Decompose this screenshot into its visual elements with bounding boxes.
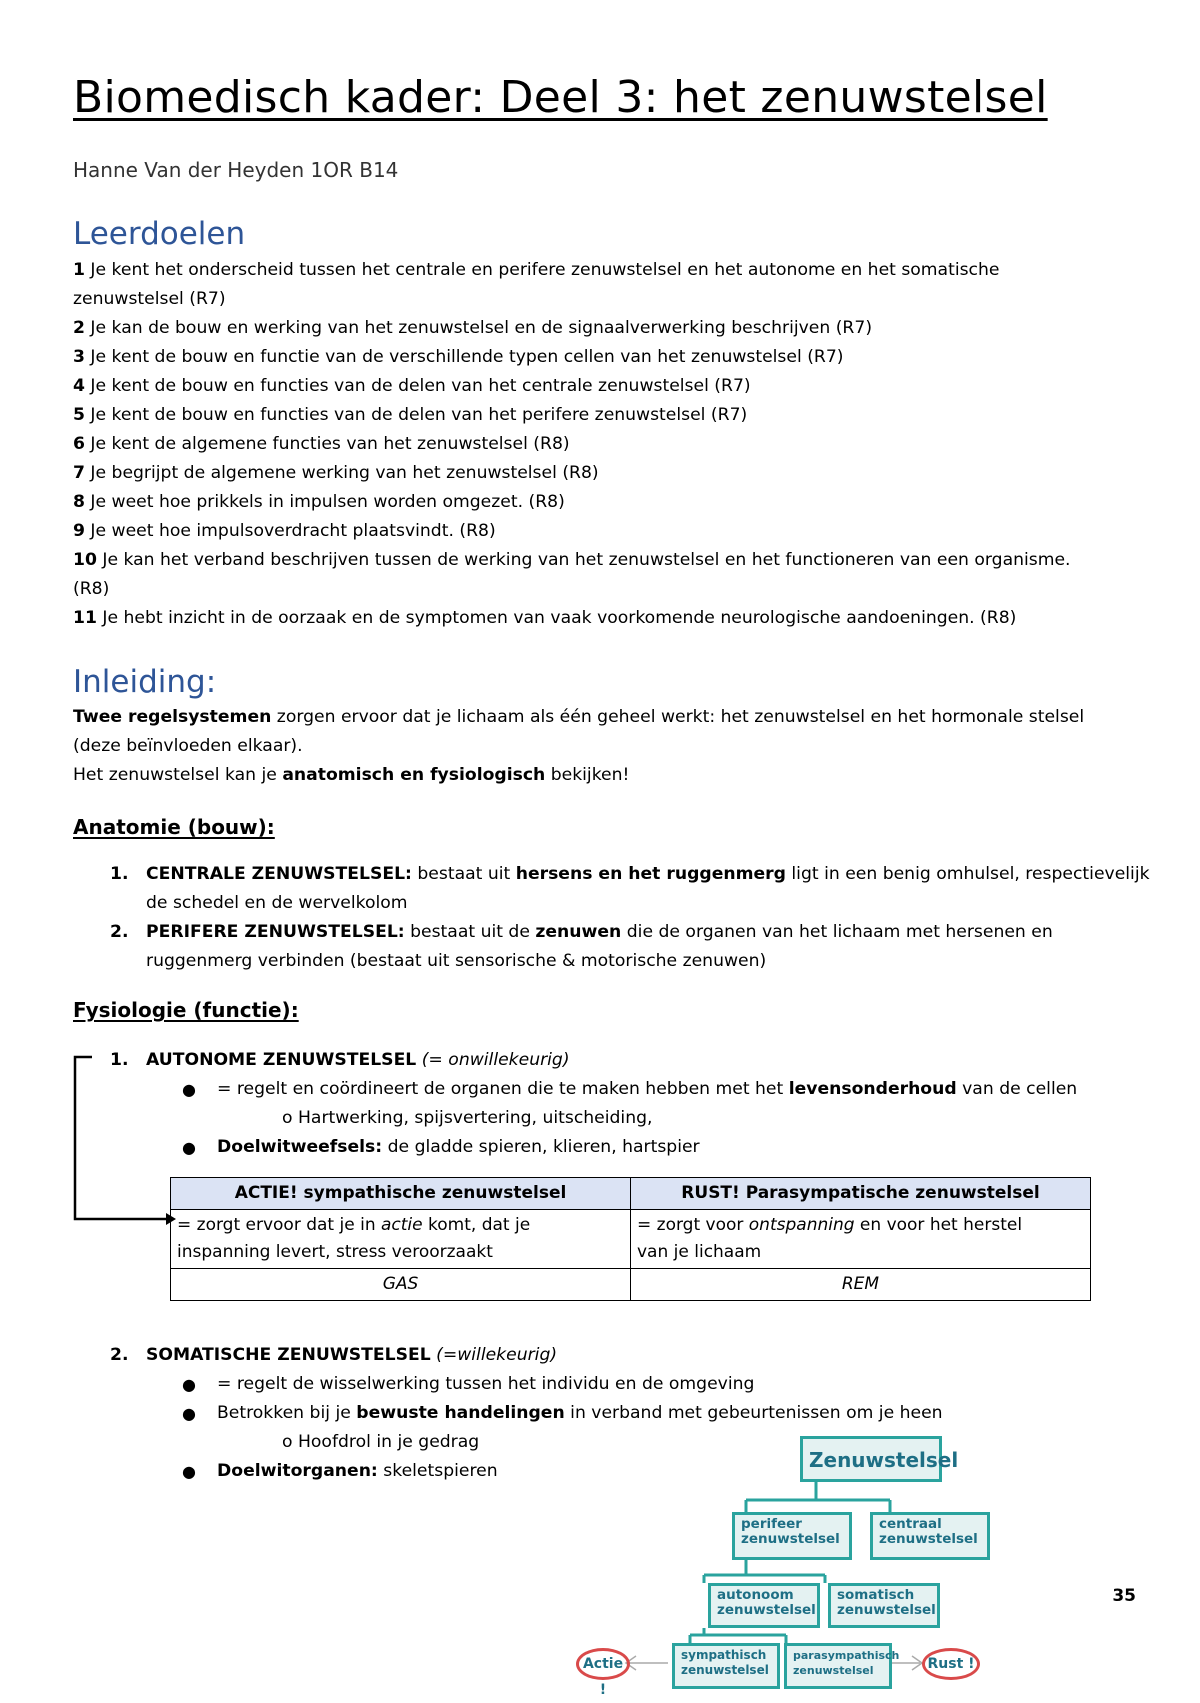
goal-item: 2 Je kan de bouw en werking van het zenuwstelsel en de signaalverwerking beschrijven (R7) [73,318,873,338]
leerdoelen-heading: Leerdoelen [73,216,246,252]
bullet-icon: ● [182,1375,196,1394]
table-header-actie: ACTIE! sympathische zenuwstelsel [171,1178,631,1210]
table-header-rust: RUST! Parasympatische zenuwstelsel [631,1178,1091,1210]
goal-item: 11 Je hebt inzicht in de oorzaak en de symptomen van vaak voorkomende neurologische aandoeningen. (R8) [73,608,1017,628]
node-somatisch: somatisch zenuwstelsel [828,1583,940,1628]
goal-item: 4 Je kent de bouw en functies van de delen van het centrale zenuwstelsel (R7) [73,376,751,396]
goal-item: 3 Je kent de bouw en functie van de verschillende typen cellen van het zenuwstelsel (R7) [73,347,844,367]
goal-item: 9 Je weet hoe impulsoverdracht plaatsvindt. (R8) [73,521,496,541]
oval-actie: Actie ! [576,1648,630,1680]
fysiologie-heading: Fysiologie (functie): [73,998,299,1022]
zenuwstelsel-diagram [560,1430,1020,1698]
node-sympathisch: sympathisch zenuwstelsel [672,1643,780,1689]
node-parasympathisch: parasympathisch zenuwstelsel [784,1643,892,1689]
goal-item: 10 Je kan het verband beschrijven tussen de werking van het zenuwstelsel en het functioneren van een organisme. [73,550,1071,570]
anatomie-list: 1. CENTRALE ZENUWSTELSEL: bestaat uit hersens en het ruggenmerg ligt in een benig omhulsel, respectievelijk de schedel en de wervelkolom 2. PERIFERE ZENUWSTELSEL: bestaat uit de zenuwen die de organen van het lichaam met hersenen en ruggenmerg verbinden (bestaat uit sensorische & motorische zenuwen) [110,864,1150,971]
table-cell-rem: REM [631,1269,1091,1301]
node-centraal: centraal zenuwstelsel [870,1512,990,1560]
circle-bullet-icon: o [282,1432,298,1452]
bullet-icon: ● [182,1462,196,1481]
node-autonoom: autonoom zenuwstelsel [708,1583,820,1628]
page-number: 35 [1112,1586,1136,1606]
circle-bullet-icon: o [282,1108,298,1128]
table-cell-gas: GAS [171,1269,631,1301]
bracket-arrow [68,1055,178,1235]
somatische-item: 2. SOMATISCHE ZENUWSTELSEL (=willekeurig) ● = regelt de wisselwerking tussen het individu en de omgeving ● Betrokken bij je bewuste handelingen in verband met gebeurtenissen om je heen o Hoofdrol in je gedrag ● Doelwitorganen: skeletspieren [110,1341,1150,1461]
node-perifeer: perifeer zenuwstelsel [732,1512,852,1560]
goal-item: 6 Je kent de algemene functies van het zenuwstelsel (R8) [73,434,570,454]
bullet-icon: ● [182,1404,196,1423]
inleiding-heading: Inleiding: [73,664,217,700]
page-title: Biomedisch kader: Deel 3: het zenuwstelsel [73,72,1048,123]
author-line: Hanne Van der Heyden 1OR B14 [73,158,399,182]
goal-item: 8 Je weet hoe prikkels in impulsen worden omgezet. (R8) [73,492,565,512]
node-zenuwstelsel: Zenuwstelsel [800,1436,942,1482]
goal-item: 1 Je kent het onderscheid tussen het centrale en perifere zenuwstelsel en het autonome en het somatische [73,260,1000,280]
leerdoelen-list [73,256,1143,633]
goal-item: 7 Je begrijpt de algemene werking van het zenuwstelsel (R8) [73,463,599,483]
goal-item: 5 Je kent de bouw en functies van de delen van het perifere zenuwstelsel (R7) [73,405,748,425]
anatomie-heading: Anatomie (bouw): [73,815,275,839]
table-cell-rust: = zorgt voor ontspanning en voor het herstel van je lichaam [631,1210,1091,1269]
goal-item-cont: zenuwstelsel (R7) [73,289,226,309]
autonome-item: 1. AUTONOME ZENUWSTELSEL (= onwillekeurig) ● = regelt en coördineert de organen die te maken hebben met het levensonderhoud van de cellen o Hartwerking, spijsvertering, uitscheiding, ● Doelwitweefsels: de gladde spieren, klieren, hartspier [110,1046,1150,1166]
bullet-icon: ● [182,1080,196,1099]
bullet-icon: ● [182,1138,196,1157]
table-cell-actie: = zorgt ervoor dat je in actie komt, dat je inspanning levert, stress veroorzaakt [171,1210,631,1269]
inleiding-text: Twee regelsystemen zorgen ervoor dat je lichaam als één geheel werkt: het zenuwstelsel en het hormonale stelsel (deze beïnvloeden elkaar). Het zenuwstelsel kan je anatomisch en fysiologisch bekijken! [73,707,1085,785]
oval-rust: Rust ! [922,1648,980,1680]
sympathisch-table [170,1177,1091,1301]
goal-item-cont: (R8) [73,579,110,599]
